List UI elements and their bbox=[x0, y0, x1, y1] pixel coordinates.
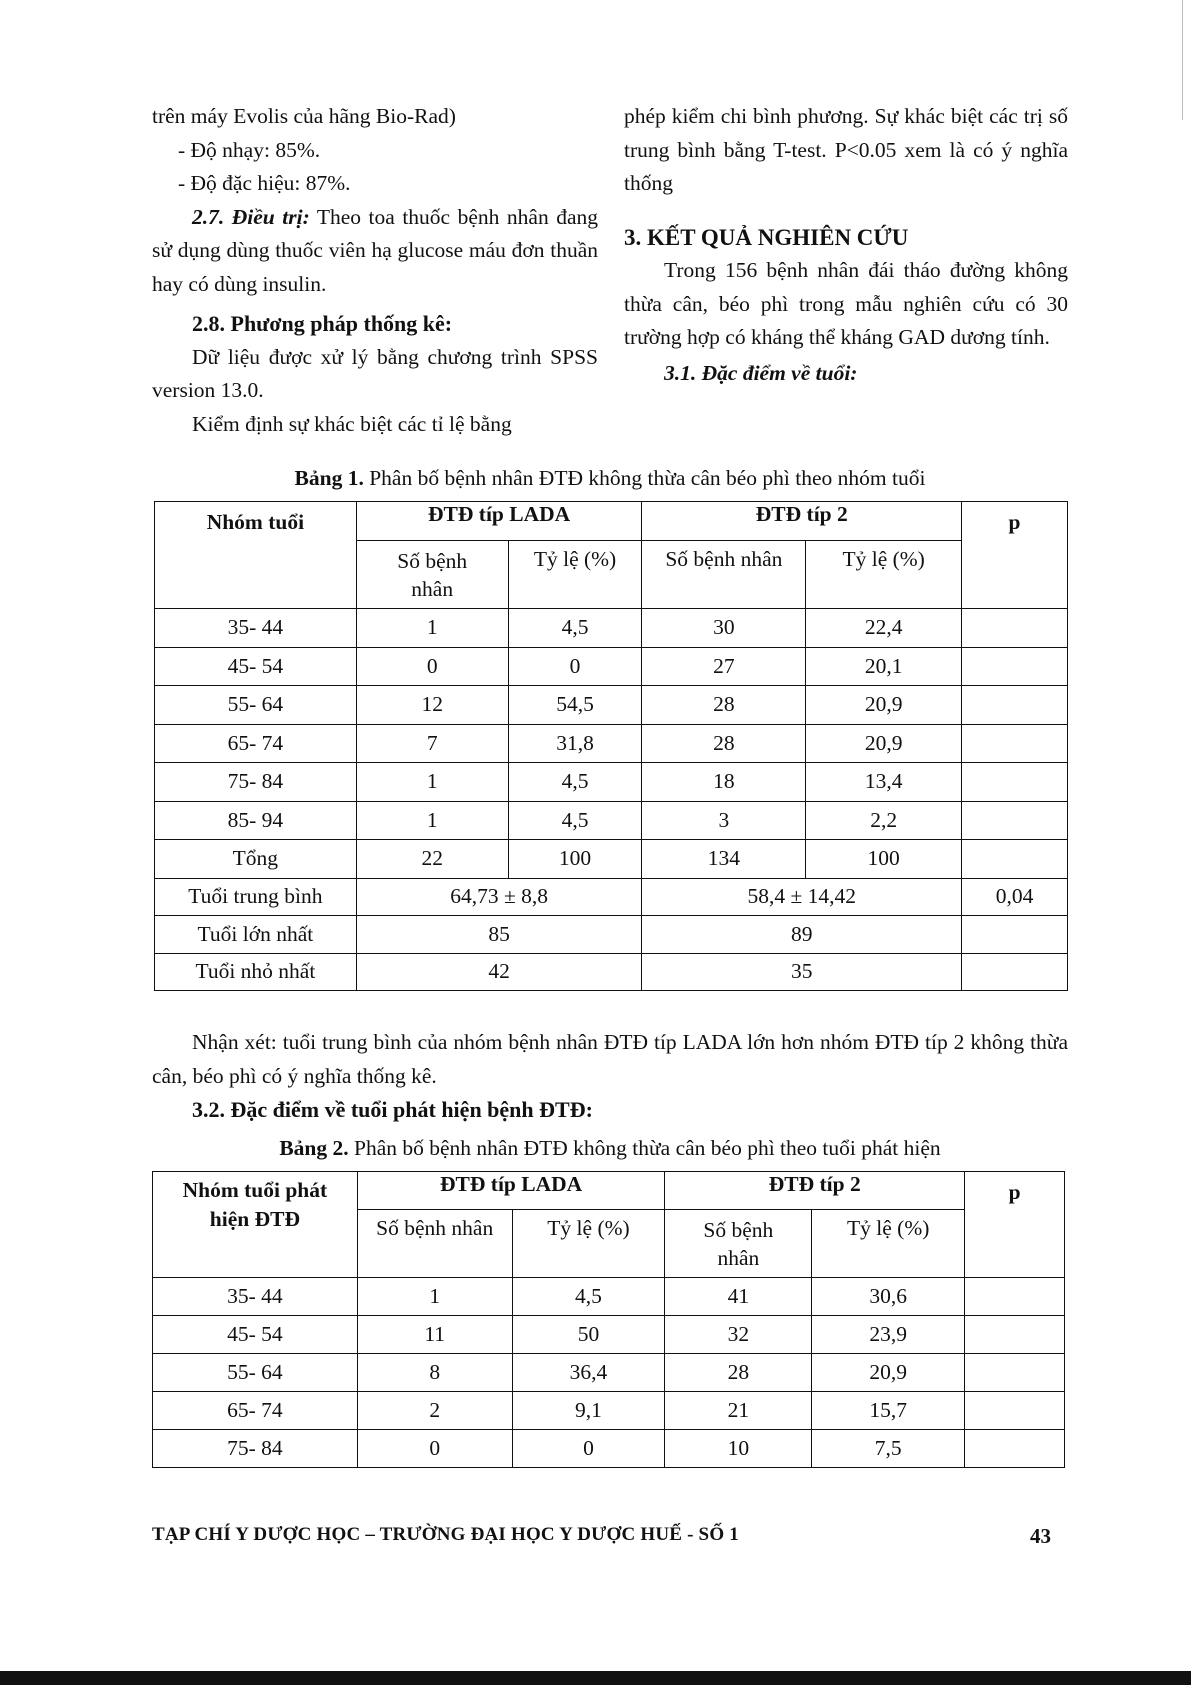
table2-cell-group: 35- 44 bbox=[153, 1278, 358, 1316]
table2-cell-t2-n: 21 bbox=[665, 1392, 812, 1430]
table2-cell-t2-n: 32 bbox=[665, 1316, 812, 1354]
table2-cell-group: 75- 84 bbox=[153, 1430, 358, 1468]
table1-cell-lada-n: 1 bbox=[356, 763, 508, 802]
table1-cell-t2-pct: 2,2 bbox=[806, 801, 962, 840]
table1-caption-text: Phân bố bệnh nhân ĐTĐ không thừa cân béo phì theo nhóm tuổi bbox=[363, 466, 926, 490]
table1-cell-p bbox=[962, 763, 1068, 802]
table2-cell-lada-pct: 0 bbox=[512, 1430, 665, 1468]
table2-cell-t2-n: 10 bbox=[665, 1430, 812, 1468]
table1-comment-text: Nhận xét: tuổi trung bình của nhóm bệnh nhân ĐTĐ típ LADA lớn hơn nhóm ĐTĐ típ 2 không thừa cân, béo phì có ý nghĩa thống kê. bbox=[152, 1030, 1068, 1088]
table1-cell-lada-n: 1 bbox=[356, 801, 508, 840]
table2-cell-t2-n: 28 bbox=[665, 1354, 812, 1392]
table1-cell-p bbox=[962, 686, 1068, 725]
table1-cell-t2-pct: 13,4 bbox=[806, 763, 962, 802]
table1-cell-group: 65- 74 bbox=[155, 724, 357, 763]
table1-summary-type2: 89 bbox=[642, 916, 962, 954]
table2-cell-lada-n: 2 bbox=[357, 1392, 512, 1430]
table1-summary-p bbox=[962, 953, 1068, 991]
table1-summary-label: Tuổi lớn nhất bbox=[155, 916, 357, 954]
table2-row bbox=[153, 1430, 1065, 1468]
table2-header-type2: ĐTĐ típ 2 bbox=[665, 1172, 965, 1210]
table2-header-lada: ĐTĐ típ LADA bbox=[357, 1172, 665, 1210]
table1-cell-group: Tổng bbox=[155, 840, 357, 879]
table1-cell-lada-n: 7 bbox=[356, 724, 508, 763]
table1-summary-type2: 58,4 ± 14,42 bbox=[642, 878, 962, 916]
table1-row bbox=[155, 686, 1068, 725]
table2-cell-t2-n: 41 bbox=[665, 1278, 812, 1316]
left-line-1: trên máy Evolis của hãng Bio-Rad) bbox=[152, 104, 456, 128]
table2 bbox=[152, 1171, 1065, 1468]
table1-cell-t2-n: 28 bbox=[642, 686, 806, 725]
stats-paragraph: Dữ liệu được xử lý bằng chương trình SPSS version 13.0. bbox=[152, 344, 598, 402]
table2-header-group: Nhóm tuổi phát hiện ĐTĐ bbox=[153, 1172, 358, 1278]
table1-cell-lada-pct: 0 bbox=[508, 647, 642, 686]
table2-cell-lada-pct: 50 bbox=[512, 1316, 665, 1354]
table1-cell-lada-pct: 100 bbox=[508, 840, 642, 879]
table2-cell-p bbox=[965, 1354, 1065, 1392]
table1-row bbox=[155, 609, 1068, 648]
table2-sub-t2-pct: Tỷ lệ (%) bbox=[812, 1210, 965, 1278]
table1-summary-lada: 42 bbox=[356, 953, 642, 991]
table2-cell-group: 65- 74 bbox=[153, 1392, 358, 1430]
table1-summary-row bbox=[155, 953, 1068, 991]
table1-caption-label: Bảng 1. bbox=[294, 466, 364, 490]
age-heading: 3.1. Đặc điểm về tuổi: bbox=[664, 360, 858, 385]
table1-summary-p bbox=[962, 916, 1068, 954]
table1-cell-group: 45- 54 bbox=[155, 647, 357, 686]
table2-cell-lada-pct: 4,5 bbox=[512, 1278, 665, 1316]
table2-cell-p bbox=[965, 1430, 1065, 1468]
table1-sub-t2-pct: Tỷ lệ (%) bbox=[806, 541, 962, 609]
method-continued-paragraph: phép kiểm chi bình phương. Sự khác biệt các trị số trung bình bằng T-test. P<0.05 xem là có ý nghĩa thống bbox=[624, 104, 1068, 195]
table1-cell-p bbox=[962, 801, 1068, 840]
footer-journal: TẠP CHÍ Y DƯỢC HỌC – TRƯỜNG ĐẠI HỌC Y DƯỢC HUẾ - SỐ 1 bbox=[152, 1524, 739, 1545]
table2-cell-lada-n: 11 bbox=[357, 1316, 512, 1354]
table1-cell-group: 55- 64 bbox=[155, 686, 357, 725]
table1-header-group: Nhóm tuổi bbox=[155, 502, 357, 609]
table1-cell-p bbox=[962, 840, 1068, 879]
table1-comment bbox=[152, 1026, 1068, 1093]
table1-summary-label: Tuổi trung bình bbox=[155, 878, 357, 916]
results-paragraph: Trong 156 bệnh nhân đái tháo đường không thừa cân, béo phì trong mẫu nghiên cứu có 30 trường hợp có kháng thể kháng GAD dương tính. bbox=[624, 258, 1068, 349]
table2-header-p: p bbox=[965, 1172, 1065, 1278]
table2-cell-t2-pct: 7,5 bbox=[812, 1430, 965, 1468]
section-3-2-heading: 3.2. Đặc điểm về tuổi phát hiện bệnh ĐTĐ: bbox=[192, 1097, 593, 1122]
table2-cell-group: 55- 64 bbox=[153, 1354, 358, 1392]
table2-row bbox=[153, 1354, 1065, 1392]
table1-summary-row bbox=[155, 916, 1068, 954]
results-heading: 3. KẾT QUẢ NGHIÊN CỨU bbox=[624, 224, 909, 250]
table1-sub-lada-n: Số bệnh nhân bbox=[356, 541, 508, 609]
table1-cell-lada-n: 22 bbox=[356, 840, 508, 879]
table2-cell-lada-n: 1 bbox=[357, 1278, 512, 1316]
table1-cell-lada-pct: 4,5 bbox=[508, 763, 642, 802]
table1-row bbox=[155, 801, 1068, 840]
table2-cell-t2-pct: 30,6 bbox=[812, 1278, 965, 1316]
table1-cell-lada-pct: 31,8 bbox=[508, 724, 642, 763]
table2-cell-lada-pct: 9,1 bbox=[512, 1392, 665, 1430]
scan-bottom-band bbox=[0, 1671, 1191, 1685]
table1-cell-lada-n: 0 bbox=[356, 647, 508, 686]
table1-cell-t2-n: 18 bbox=[642, 763, 806, 802]
table1-row bbox=[155, 724, 1068, 763]
table1-row bbox=[155, 763, 1068, 802]
table2-sub-lada-pct: Tỷ lệ (%) bbox=[512, 1210, 665, 1278]
table1-summary-type2: 35 bbox=[642, 953, 962, 991]
table1-cell-t2-n: 3 bbox=[642, 801, 806, 840]
table1-cell-lada-n: 1 bbox=[356, 609, 508, 648]
table2-cell-t2-pct: 20,9 bbox=[812, 1354, 965, 1392]
table2-row bbox=[153, 1278, 1065, 1316]
table1-header-p: p bbox=[962, 502, 1068, 609]
table2-cell-p bbox=[965, 1316, 1065, 1354]
test-paragraph: Kiểm định sự khác biệt các tỉ lệ bằng bbox=[192, 411, 512, 436]
table2-cell-t2-pct: 15,7 bbox=[812, 1392, 965, 1430]
table2-cell-p bbox=[965, 1278, 1065, 1316]
table1-summary-p: 0,04 bbox=[962, 878, 1068, 916]
left-column bbox=[152, 100, 598, 441]
table2-cell-lada-n: 8 bbox=[357, 1354, 512, 1392]
table2-row bbox=[153, 1316, 1065, 1354]
table1-cell-t2-n: 28 bbox=[642, 724, 806, 763]
table1-cell-lada-pct: 4,5 bbox=[508, 801, 642, 840]
scan-edge-line bbox=[1182, 0, 1183, 120]
table1-cell-t2-n: 134 bbox=[642, 840, 806, 879]
table1-cell-group: 35- 44 bbox=[155, 609, 357, 648]
treatment-paragraph bbox=[152, 201, 598, 302]
table1-summary-lada: 64,73 ± 8,8 bbox=[356, 878, 642, 916]
table1-cell-lada-n: 12 bbox=[356, 686, 508, 725]
table1-cell-t2-pct: 22,4 bbox=[806, 609, 962, 648]
table1-cell-t2-n: 30 bbox=[642, 609, 806, 648]
right-column bbox=[624, 100, 1068, 390]
table1-summary-row bbox=[155, 878, 1068, 916]
table1 bbox=[154, 501, 1068, 991]
table1-caption bbox=[152, 466, 1068, 491]
table1-header-type2: ĐTĐ típ 2 bbox=[642, 502, 962, 541]
table1-summary-lada: 85 bbox=[356, 916, 642, 954]
table2-cell-lada-n: 0 bbox=[357, 1430, 512, 1468]
table1-cell-t2-pct: 100 bbox=[806, 840, 962, 879]
table2-caption bbox=[152, 1136, 1068, 1161]
table1-summary-label: Tuổi nhỏ nhất bbox=[155, 953, 357, 991]
table2-row bbox=[153, 1392, 1065, 1430]
table2-cell-lada-pct: 36,4 bbox=[512, 1354, 665, 1392]
table1-cell-t2-pct: 20,1 bbox=[806, 647, 962, 686]
stats-heading: 2.8. Phương pháp thống kê: bbox=[192, 311, 453, 336]
treatment-heading: 2.7. Điều trị: bbox=[192, 204, 310, 229]
table1-row bbox=[155, 840, 1068, 879]
table1-cell-t2-pct: 20,9 bbox=[806, 686, 962, 725]
table1-row bbox=[155, 647, 1068, 686]
table1-cell-p bbox=[962, 724, 1068, 763]
table1-cell-t2-pct: 20,9 bbox=[806, 724, 962, 763]
table1-cell-lada-pct: 54,5 bbox=[508, 686, 642, 725]
table1-cell-p bbox=[962, 609, 1068, 648]
table2-header-row bbox=[153, 1172, 1065, 1210]
table1-cell-group: 75- 84 bbox=[155, 763, 357, 802]
table1-sub-t2-n: Số bệnh nhân bbox=[642, 541, 806, 609]
table2-cell-p bbox=[965, 1392, 1065, 1430]
table1-header-row bbox=[155, 502, 1068, 541]
table1-cell-p bbox=[962, 647, 1068, 686]
specificity-item: - Độ đặc hiệu: 87%. bbox=[178, 171, 351, 195]
table1-sub-lada-pct: Tỷ lệ (%) bbox=[508, 541, 642, 609]
table2-sub-t2-n: Số bệnh nhân bbox=[665, 1210, 812, 1278]
sensitivity-item: - Độ nhạy: 85%. bbox=[178, 137, 321, 162]
table2-sub-lada-n: Số bệnh nhân bbox=[357, 1210, 512, 1278]
table2-caption-label: Bảng 2. bbox=[279, 1136, 349, 1160]
table1-cell-group: 85- 94 bbox=[155, 801, 357, 840]
treatment-text: Theo toa thuốc bệnh nhân đang sử dụng dùng thuốc viên hạ glucose máu đơn thuần hay có dùng insulin. bbox=[152, 204, 598, 296]
table1-cell-lada-pct: 4,5 bbox=[508, 609, 642, 648]
table2-caption-text: Phân bố bệnh nhân ĐTĐ không thừa cân béo phì theo tuổi phát hiện bbox=[348, 1136, 941, 1160]
table2-cell-group: 45- 54 bbox=[153, 1316, 358, 1354]
table1-header-lada: ĐTĐ típ LADA bbox=[356, 502, 642, 541]
page-number: 43 bbox=[1030, 1524, 1051, 1548]
table2-cell-t2-pct: 23,9 bbox=[812, 1316, 965, 1354]
table1-cell-t2-n: 27 bbox=[642, 647, 806, 686]
